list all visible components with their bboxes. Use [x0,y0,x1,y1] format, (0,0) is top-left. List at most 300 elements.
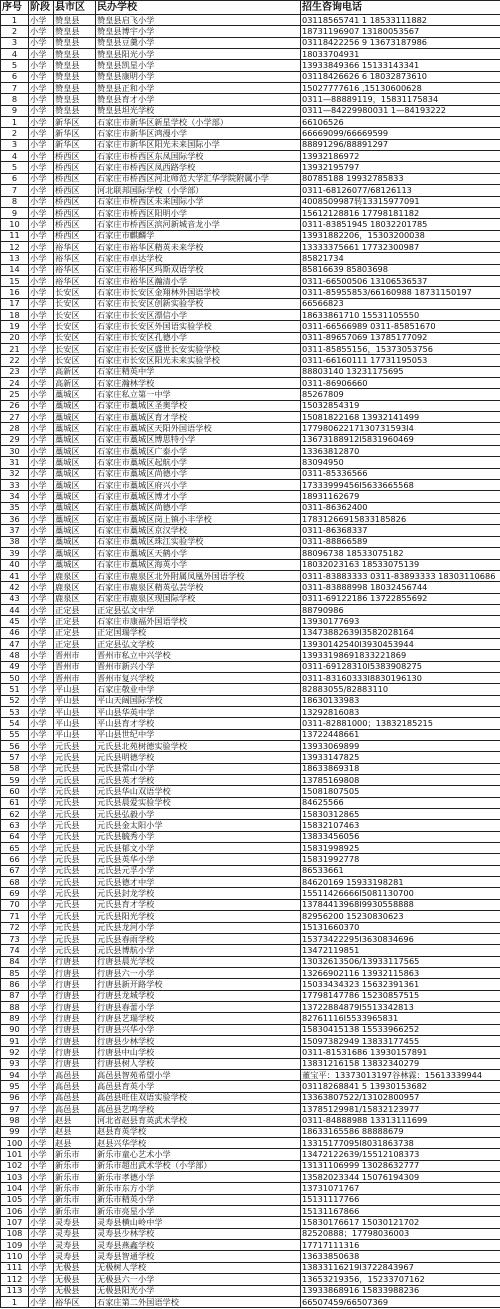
table-row [1,1069,500,1080]
table-row [1,1058,500,1069]
table-row [1,400,500,411]
table-row [1,582,500,593]
cell-school-name: 赞皇县凯星小学 [96,60,301,71]
table-row [1,49,500,60]
cell-district: 元氏县 [54,911,96,922]
table-row [1,1001,500,1012]
table-row [1,672,500,683]
table-row [1,1240,500,1251]
cell-stage: 小学 [29,820,54,831]
cell-stage: 小学 [29,1058,54,1069]
cell-stage: 小学 [29,650,54,661]
cell-serial: 8 [1,94,29,105]
table-row [1,502,500,513]
cell-phone: 82956200 15230830623 [301,911,500,922]
cell-phone: 13933849366 15133143341 [301,60,500,71]
cell-school-name: 石家庄市藁城区海英小学 [96,559,301,570]
cell-serial: 34 [1,491,29,502]
cell-stage: 小学 [29,514,54,525]
cell-serial: 53 [1,706,29,717]
table-row [1,616,500,627]
cell-stage: 小学 [29,865,54,876]
cell-serial: 66 [1,854,29,865]
cell-phone: 15830415138 15533966252 [301,1024,500,1035]
table-row [1,1217,500,1228]
cell-school-name: 石家庄市麒麟学 [96,230,301,241]
cell-district: 平山县 [54,684,96,695]
cell-stage: 小学 [29,627,54,638]
cell-district: 藁城区 [54,446,96,457]
cell-phone: 0311-86362400 [301,502,500,513]
cell-district: 无极县 [54,1262,96,1273]
cell-serial: 63 [1,820,29,831]
cell-phone: 84625566 [301,797,500,808]
cell-stage: 小学 [29,1104,54,1115]
cell-district: 行唐县 [54,1013,96,1024]
cell-serial: 49 [1,661,29,672]
cell-stage: 小学 [29,741,54,752]
cell-serial: 50 [1,672,29,683]
cell-school-name: 石家庄市长安区漂信小学 [96,309,301,320]
cell-stage: 小学 [29,775,54,786]
cell-district: 行唐县 [54,1058,96,1069]
cell-serial: 9 [1,207,29,218]
cell-phone: 15081822168 13932141499 [301,412,500,423]
cell-school-name: 赵县育英学校 [96,1126,301,1137]
cell-district: 正定县 [54,638,96,649]
cell-phone: 80785188 19932785833 [301,173,500,184]
table-row [1,446,500,457]
cell-stage: 小学 [29,457,54,468]
cell-school-name: 石家庄敬业中学 [96,684,301,695]
cell-phone: 85816639 85803698 [301,264,500,275]
cell-stage: 小学 [29,548,54,559]
cell-serial: 14 [1,264,29,275]
cell-phone: 82520888；17798036003 [301,1228,500,1239]
table-row [1,83,500,94]
cell-serial: 57 [1,752,29,763]
cell-district: 藁城区 [54,525,96,536]
cell-phone: 17333999456I5633665568 [301,480,500,491]
cell-school-name: 石家庄市裕华区精英未来学校 [96,241,301,252]
header-row [1,1,500,15]
cell-stage: 小学 [29,94,54,105]
cell-district: 无极县 [54,1274,96,1285]
cell-school-name: 石家庄市藁城区京汉学校 [96,525,301,536]
cell-phone: 15831998925 [301,843,500,854]
cell-district: 桥西区 [54,151,96,162]
cell-phone: 0311—84229980031 1—84193222 [301,105,500,116]
cell-school-name: 石家庄市长安区孔德小学 [96,332,301,343]
cell-phone: 17831266915833185826 [301,514,500,525]
cell-stage: 小学 [29,1194,54,1205]
table-row [1,1206,500,1217]
cell-district: 藁城区 [54,412,96,423]
cell-serial: 12 [1,241,29,252]
cell-serial: 19 [1,321,29,332]
cell-district: 新华区 [54,128,96,139]
cell-district: 高新区 [54,378,96,389]
table-row [1,207,500,218]
table-row [1,1274,500,1285]
cell-district: 新乐市 [54,1160,96,1171]
cell-school-name: 新乐市东方小学 [96,1183,301,1194]
cell-school-name: 行唐县六一小学 [96,967,301,978]
cell-school-name: 晋州市私立中兴学校 [96,650,301,661]
cell-serial: 94 [1,1069,29,1080]
cell-school-name: 石家庄市裕华区瀚清小学 [96,275,301,286]
cell-stage: 小学 [29,967,54,978]
cell-stage: 小学 [29,1240,54,1251]
cell-stage: 小学 [29,49,54,60]
cell-stage: 小学 [29,831,54,842]
cell-phone: 18731196907 13180053567 [301,26,500,37]
cell-phone: 13933069899 [301,741,500,752]
table-row [1,570,500,581]
cell-phone: 15830312865 [301,809,500,820]
cell-stage: 小学 [29,1138,54,1149]
table-row [1,1183,500,1194]
cell-school-name: 河北联邦国际学校（小学部） [96,185,301,196]
table-row [1,763,500,774]
table-row [1,945,500,956]
table-row [1,1024,500,1035]
cell-district: 元氏县 [54,843,96,854]
cell-serial: 59 [1,775,29,786]
cell-stage: 小学 [29,604,54,615]
cell-stage: 小学 [29,400,54,411]
cell-school-name: 石家庄市康福外国语学校 [96,616,301,627]
cell-stage: 小学 [29,1160,54,1171]
table-row [1,1251,500,1262]
cell-phone: 66507459/66507369 [301,1296,500,1307]
table-row [1,332,500,343]
cell-stage: 小学 [29,922,54,933]
cell-stage: 小学 [29,1217,54,1228]
table-row [1,627,500,638]
cell-serial: 51 [1,684,29,695]
header-school: 民办学校 [96,1,301,15]
cell-district: 灵寿县 [54,1228,96,1239]
cell-school-name: 灵寿县少林学校 [96,1228,301,1239]
cell-stage: 小学 [29,661,54,672]
cell-school-name: 石家庄第二外国语学校 [96,1296,301,1307]
cell-serial: 7 [1,185,29,196]
cell-school-name: 石家庄市桥西区凤西路学校 [96,162,301,173]
cell-stage: 小学 [29,480,54,491]
cell-school-name: 正定国瑞学校 [96,627,301,638]
cell-serial: 35 [1,502,29,513]
cell-serial: 4 [1,49,29,60]
cell-serial: 109 [1,1240,29,1251]
cell-serial: 99 [1,1126,29,1137]
cell-phone: 13292816083 [301,706,500,717]
header-phone: 招生咨询电话 [301,1,500,15]
cell-phone: 13333375661 17732300987 [301,241,500,252]
cell-phone: 15081807505 [301,786,500,797]
table-row [1,343,500,354]
cell-district: 新乐市 [54,1183,96,1194]
table-row [1,105,500,116]
cell-phone: 4008509987转13315977091 [301,196,500,207]
cell-school-name: 石家庄市藁城区尚德小学 [96,468,301,479]
cell-phone: 13673188912I5831960469 [301,434,500,445]
cell-stage: 小学 [29,877,54,888]
cell-school-name: 元氏县明德学校 [96,752,301,763]
cell-school-name: 石家庄市藁城区府兴小学 [96,480,301,491]
cell-phone: 15131167866 [301,1206,500,1217]
table-row [1,468,500,479]
cell-serial: 73 [1,933,29,944]
cell-stage: 小学 [29,536,54,547]
table-row [1,1172,500,1183]
cell-serial: 98 [1,1115,29,1126]
cell-school-name: 石家庄市鹿泉区北外附属凤凰外国语学校 [96,570,301,581]
table-row [1,865,500,876]
table-row [1,718,500,729]
cell-stage: 小学 [29,1115,54,1126]
cell-stage: 小学 [29,911,54,922]
cell-stage: 小学 [29,253,54,264]
table-row [1,241,500,252]
table-row [1,128,500,139]
cell-stage: 小学 [29,389,54,400]
cell-district: 赞皇县 [54,83,96,94]
cell-district: 藁城区 [54,514,96,525]
cell-stage: 小学 [29,378,54,389]
cell-phone: 88790986 [301,604,500,615]
table-row [1,1194,500,1205]
cell-serial: 42 [1,582,29,593]
cell-district: 裕华区 [54,253,96,264]
cell-phone: 13266902116 13932115863 [301,967,500,978]
cell-school-name: 石家庄市长安区金翔林外国语学校 [96,287,301,298]
cell-school-name: 晋州市新兴小学 [96,661,301,672]
cell-school-name: 元氏县育才学校 [96,899,301,910]
cell-serial: 36 [1,514,29,525]
table-row [1,60,500,71]
cell-school-name: 石家庄市桥西区未来国际小学 [96,196,301,207]
table-row [1,355,500,366]
cell-serial: 74 [1,945,29,956]
cell-phone: 85267809 [301,389,500,400]
cell-serial: 85 [1,967,29,978]
cell-school-name: 灵寿县燕鑫学校 [96,1240,301,1251]
cell-stage: 小学 [29,706,54,717]
cell-district: 藁城区 [54,389,96,400]
table-row [1,117,500,128]
cell-phone: 13932186972 [301,151,500,162]
cell-district: 灵寿县 [54,1251,96,1262]
cell-stage: 小学 [29,695,54,706]
cell-stage: 小学 [29,1126,54,1137]
cell-school-name: 行唐县树人学校 [96,1058,301,1069]
table-row [1,514,500,525]
cell-district: 高邑县 [54,1069,96,1080]
cell-serial: 26 [1,400,29,411]
cell-phone: 13930142540I3930453944 [301,638,500,649]
cell-district: 长安区 [54,298,96,309]
cell-stage: 小学 [29,60,54,71]
cell-school-name: 元氏县晨爱实验学校 [96,797,301,808]
cell-phone: 0311-68126077/68126113 [301,185,500,196]
cell-school-name: 石家庄市新华区阳光未来国际小学 [96,139,301,150]
cell-phone: 15027777616 ,15130600628 [301,83,500,94]
cell-school-name: 行唐县晨光学校 [96,956,301,967]
cell-stage: 小学 [29,854,54,865]
table-row [1,967,500,978]
cell-serial: 25 [1,389,29,400]
cell-district: 元氏县 [54,933,96,944]
cell-phone: 03118268841 5 13930153682 [301,1081,500,1092]
cell-phone: 13653219356，15233707162 [301,1274,500,1285]
cell-stage: 小学 [29,412,54,423]
cell-school-name: 石家庄市卓达学校 [96,253,301,264]
cell-district: 平山县 [54,718,96,729]
table-row [1,264,500,275]
table-row [1,956,500,967]
cell-school-name: 高邑县旺佳双语实验学校 [96,1092,301,1103]
cell-stage: 小学 [29,117,54,128]
table-row [1,423,500,434]
cell-phone: 18633869318 [301,763,500,774]
cell-phone: 15373422295I3630834696 [301,933,500,944]
cell-serial: 28 [1,423,29,434]
cell-stage: 小学 [29,1206,54,1217]
cell-phone: 0311-83883333 0311-83893333 18303110686 [301,570,500,581]
cell-stage: 小学 [29,309,54,320]
table-row [1,729,500,740]
cell-school-name: 元氏县龙河小学 [96,922,301,933]
cell-stage: 小学 [29,1262,54,1273]
table-row [1,979,500,990]
cell-serial: 96 [1,1092,29,1103]
table-row [1,139,500,150]
cell-serial: 91 [1,1035,29,1046]
cell-serial: 111 [1,1262,29,1273]
cell-school-name: 石家庄市藁城区尚德小学 [96,502,301,513]
cell-school-name: 石家庄市桥西区滨河新城音龙小学 [96,219,301,230]
table-row [1,536,500,547]
table-row [1,752,500,763]
table-row [1,854,500,865]
cell-serial: 101 [1,1149,29,1160]
cell-serial: 40 [1,559,29,570]
cell-serial: 30 [1,446,29,457]
cell-stage: 小学 [29,888,54,899]
cell-stage: 小学 [29,1024,54,1035]
cell-serial: 61 [1,797,29,808]
cell-school-name: 赞皇县博宇小学 [96,26,301,37]
cell-school-name: 新乐市童心艺术小学 [96,1149,301,1160]
cell-stage: 小学 [29,502,54,513]
cell-stage: 小学 [29,71,54,82]
cell-phone: 0311-84888988 13313111699 [301,1115,500,1126]
cell-phone: 0311-85955853/66160988 18731150197 [301,287,500,298]
header-stage: 阶段 [29,1,54,15]
cell-district: 新华区 [54,117,96,128]
cell-school-name: 行唐县兴华小学 [96,1024,301,1035]
cell-district: 元氏县 [54,888,96,899]
table-row [1,389,500,400]
cell-phone: 18033704931 [301,49,500,60]
table-row [1,1138,500,1149]
cell-phone: 03118565741 1 18533111882 [301,15,500,26]
cell-serial: 39 [1,548,29,559]
cell-stage: 小学 [29,729,54,740]
table-row [1,71,500,82]
table-row [1,298,500,309]
cell-phone: 15511426666I5081130700 [301,888,500,899]
cell-district: 新乐市 [54,1172,96,1183]
cell-stage: 小学 [29,491,54,502]
cell-school-name: 平山县华英中学 [96,706,301,717]
cell-serial: 43 [1,593,29,604]
cell-stage: 小学 [29,468,54,479]
cell-district: 藁城区 [54,480,96,491]
cell-district: 长安区 [54,355,96,366]
cell-school-name: 元氏县郁文小学 [96,843,301,854]
cell-stage: 小学 [29,1081,54,1092]
table-row [1,275,500,286]
cell-phone: 15033434323 15632391361 [301,979,500,990]
cell-stage: 小学 [29,15,54,26]
cell-district: 新乐市 [54,1194,96,1205]
cell-school-name: 正定县弘文学校 [96,638,301,649]
cell-serial: 3 [1,139,29,150]
cell-serial: 23 [1,366,29,377]
cell-stage: 小学 [29,933,54,944]
cell-serial: 52 [1,695,29,706]
table-row [1,1047,500,1058]
cell-serial: 46 [1,627,29,638]
cell-school-name: 赞皇县育才小学 [96,94,301,105]
cell-stage: 小学 [29,945,54,956]
table-row [1,797,500,808]
cell-stage: 小学 [29,1149,54,1160]
cell-district: 桥西区 [54,162,96,173]
cell-serial: 93 [1,1058,29,1069]
cell-district: 长安区 [54,321,96,332]
cell-district: 鹿泉区 [54,593,96,604]
cell-phone: 0311-69128310I5383908275 [301,661,500,672]
cell-district: 元氏县 [54,831,96,842]
cell-stage: 小学 [29,1274,54,1285]
cell-school-name: 元氏县华山双语学校 [96,786,301,797]
cell-serial: 6 [1,173,29,184]
cell-district: 高邑县 [54,1092,96,1103]
cell-serial: 88 [1,1001,29,1012]
cell-district: 藁城区 [54,423,96,434]
table-row [1,922,500,933]
cell-district: 元氏县 [54,877,96,888]
cell-phone: 13722448661 [301,729,500,740]
cell-district: 藁城区 [54,491,96,502]
cell-district: 赞皇县 [54,60,96,71]
cell-district: 藁城区 [54,434,96,445]
cell-phone: 0311-88866589 [301,536,500,547]
cell-district: 行唐县 [54,1047,96,1058]
table-row [1,94,500,105]
cell-serial: 2 [1,26,29,37]
cell-phone: 15131660370 [301,922,500,933]
cell-serial: 38 [1,536,29,547]
cell-district: 长安区 [54,343,96,354]
table-row [1,741,500,752]
cell-school-name: 行唐县艺瑞学校 [96,1013,301,1024]
cell-school-name: 石家庄市藁城区天鹤小学 [96,548,301,559]
table-row [1,1104,500,1115]
